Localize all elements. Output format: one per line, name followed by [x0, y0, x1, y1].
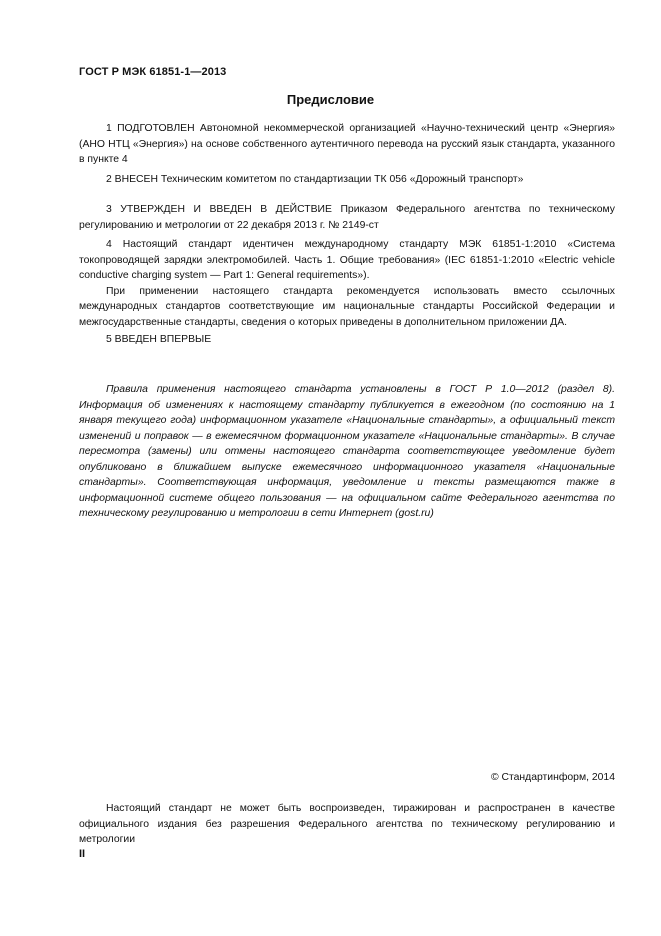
preface-item-3 — [79, 202, 615, 233]
application-rules-text: Правила применения настоящего стандарта установлены в ГОСТ Р 1.0—2012 (раздел 8). Информация об изменениях к настоящему стандарту публикуется в ежегодном (по состоянию на 1 января текущего года) информационном указателе «Национальные стандарты», а официальный текст изменений и поправок — в ежемесячном формационном указателе «Национальные стандарты». В случае пересмотра (замены) или отмены настоящего стандарта соответствующее уведомление будет опубликовано в ближайшем выпуске ежемесячного информационного указателя «Национальные стандарты». Соответствующая информация, уведомление и тексты размещаются также в информационной системе общего пользования — на официальном сайте Федерального агентства по техническому регулированию и метрологии в сети Интернет (gost.ru) — [79, 384, 615, 519]
preface-item-5-text: 5 ВВЕДЕН ВПЕРВЫЕ — [106, 334, 212, 345]
preface-item-3-text: 3 УТВЕРЖДЕН И ВВЕДЕН В ДЕЙСТВИЕ Приказом Федерального агентства по техническому регулированию и метрологии от 22 декабря 2013 г. № 2149-ст — [79, 204, 615, 231]
preface-item-4 — [79, 237, 615, 330]
preface-item-2 — [79, 172, 615, 188]
reproduction-notice — [79, 801, 615, 848]
preface-item-4-note: При применении настоящего стандарта рекомендуется использовать вместо ссылочных международных стандартов соответствующие им национальные стандарты Российской Федерации и межгосударственные стандарты, сведения о которых приведены в дополнительном приложении ДА. — [79, 285, 615, 328]
preface-item-1-text: 1 ПОДГОТОВЛЕН Автономной некоммерческой организацией «Научно-технический центр «Энергия» (АНО НТЦ «Энергия») на основе собственного аутентичного перевода на русский язык стандарта, указанного в пункте 4 — [79, 123, 615, 165]
preface-item-4-text: 4 Настоящий стандарт идентичен международному стандарту МЭК 61851-1:2010 «Система токопроводящей зарядки электромобилей. Часть 1. Общие требования» (IEC 61851-1:2010 «Electric vehicle conductive charging system — Part 1: General requirements»). — [79, 239, 615, 281]
application-rules-notice — [79, 382, 615, 522]
page-title: Предисловие — [286, 92, 375, 107]
preface-item-1 — [79, 121, 615, 168]
page-number: II — [79, 848, 86, 860]
preface-item-5 — [79, 332, 615, 348]
preface-item-2-text: 2 ВНЕСЕН Техническим комитетом по стандартизации ТК 056 «Дорожный транспорт» — [106, 174, 524, 185]
reproduction-notice-text: Настоящий стандарт не может быть воспроизведен, тиражирован и распространен в качестве официального издания без разрешения Федерального агентства по техническому регулированию и метрологии — [79, 803, 615, 845]
copyright-notice: © Стандартинформ, 2014 — [490, 772, 615, 783]
standard-code-header: ГОСТ Р МЭК 61851-1—2013 — [79, 66, 227, 78]
